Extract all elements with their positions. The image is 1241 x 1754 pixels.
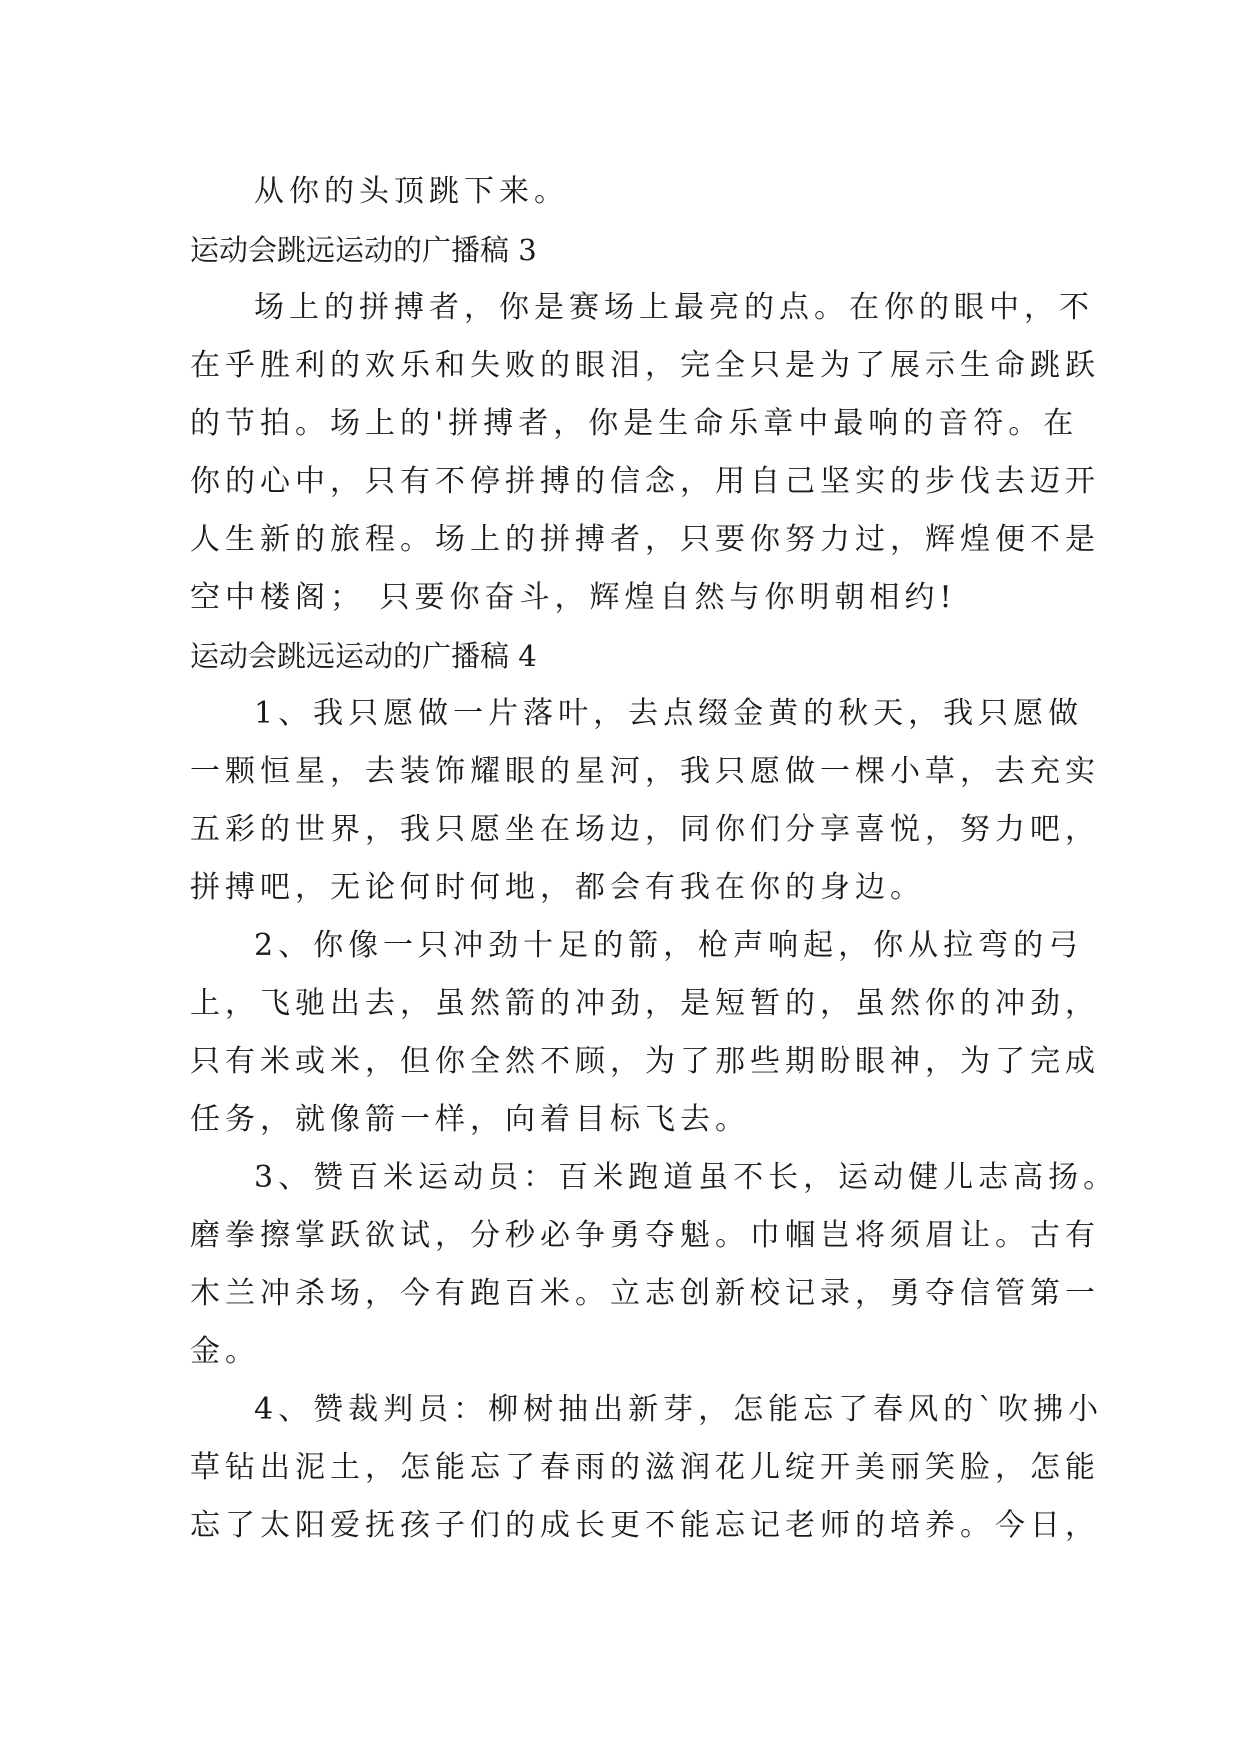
text-line: 4、赞裁判员：柳树抽出新芽，怎能忘了春风的`吹拂小 [254, 1392, 1104, 1427]
text-line: 一颗恒星，去装饰耀眼的星河，我只愿做一棵小草，去充实 [190, 754, 1100, 789]
text-line: 金。 [190, 1334, 260, 1369]
text-line: 从你的头顶跳下来。 [254, 174, 569, 209]
text-line: 上，飞驰出去，虽然箭的冲劲，是短暂的，虽然你的冲劲， [190, 986, 1100, 1021]
text-line: 只有米或米，但你全然不顾，为了那些期盼眼神，为了完成 [190, 1044, 1100, 1079]
section-heading-3 [190, 221, 1056, 279]
text-line: 五彩的世界，我只愿坐在场边，同你们分享喜悦，努力吧， [190, 812, 1100, 847]
text-line: 拼搏吧，无论何时何地，都会有我在你的身边。 [190, 870, 925, 905]
section-heading-4 [190, 627, 1056, 685]
paragraph-1 [190, 163, 1056, 221]
text-line: 在乎胜利的欢乐和失败的眼泪，完全只是为了展示生命跳跃 [190, 348, 1100, 383]
paragraph-item-4 [190, 1381, 1104, 1555]
heading-text: 运动会跳远运动的广播稿 4 [190, 639, 537, 673]
text-line: 磨拳擦掌跃欲试，分秒必争勇夺魁。巾帼岂将须眉让。古有 [190, 1218, 1100, 1253]
text-line: 1、我只愿做一片落叶，去点缀金黄的秋天，我只愿做 [254, 696, 1084, 731]
text-line: 忘了太阳爱抚孩子们的成长更不能忘记老师的培养。今日， [190, 1508, 1100, 1543]
text-line: 2、你像一只冲劲十足的箭，枪声响起，你从拉弯的弓 [254, 928, 1084, 963]
text-line: 任务，就像箭一样，向着目标飞去。 [190, 1102, 750, 1137]
paragraph-item-2 [190, 917, 1100, 1149]
heading-text: 运动会跳远运动的广播稿 3 [190, 233, 537, 267]
text-line: 草钻出泥土，怎能忘了春雨的滋润花儿绽开美丽笑脸，怎能 [190, 1450, 1100, 1485]
text-line: 你的心中，只有不停拼搏的信念，用自己坚实的步伐去迈开 [190, 464, 1100, 499]
paragraph-item-3 [190, 1149, 1119, 1381]
text-line: 空中楼阁； 只要你奋斗，辉煌自然与你明朝相约! [190, 580, 957, 615]
paragraph-2 [190, 279, 1100, 627]
document-body [190, 163, 1119, 1555]
text-line: 木兰冲杀场，今有跑百米。立志创新校记录，勇夺信管第一 [190, 1276, 1100, 1311]
text-line: 场上的拼搏者，你是赛场上最亮的点。在你的眼中，不 [254, 290, 1094, 325]
paragraph-item-1 [190, 685, 1100, 917]
text-line: 3、赞百米运动员：百米跑道虽不长，运动健儿志高扬。 [254, 1160, 1119, 1195]
text-line: 人生新的旅程。场上的拼搏者，只要你努力过，辉煌便不是 [190, 522, 1100, 557]
text-line: 的节拍。场上的'拼搏者，你是生命乐章中最响的音符。在 [190, 406, 1079, 441]
